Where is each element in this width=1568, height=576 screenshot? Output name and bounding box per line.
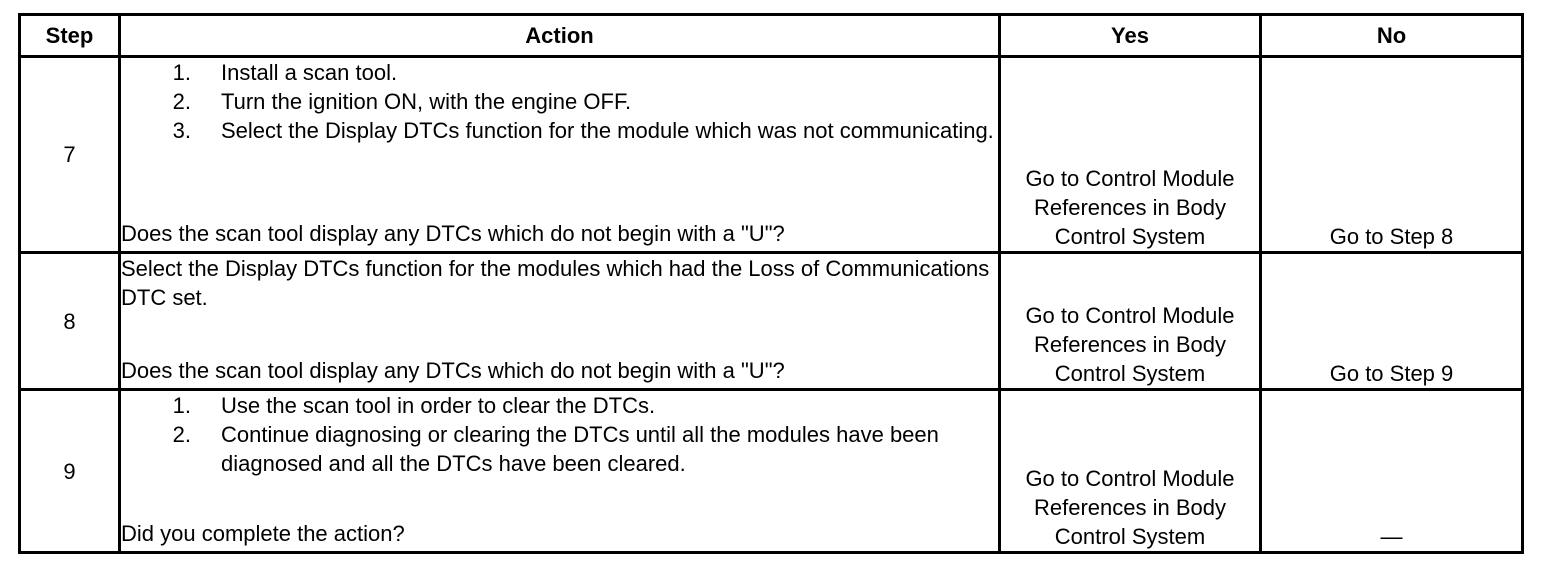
no-result: Go to Step 8 <box>1261 57 1523 253</box>
no-result: Go to Step 9 <box>1261 253 1523 390</box>
table-row <box>20 253 1523 390</box>
step-number: 8 <box>20 253 120 390</box>
list-item-text: Continue diagnosing or clearing the DTCs until all the modules have been diagnosed and all the DTCs have been cleared. <box>221 422 939 476</box>
table-row <box>20 390 1523 553</box>
no-result: — <box>1261 390 1523 553</box>
header-row <box>20 15 1523 57</box>
list-item-text: Select the Display DTCs function for the module which was not communicating. <box>221 118 994 143</box>
list-item-number: 3. <box>172 118 191 143</box>
action-instruction: Select the Display DTCs function for the modules which had the Loss of Communications DTC set. <box>121 256 990 310</box>
yes-result: Go to Control Module References in Body Control System <box>1000 57 1261 253</box>
yes-result: Go to Control Module References in Body Control System <box>1000 390 1261 553</box>
table-row <box>20 57 1523 253</box>
list-item <box>121 420 998 478</box>
yes-result: Go to Control Module References in Body Control System <box>1000 253 1261 390</box>
list-item-number: 1. <box>172 393 191 418</box>
list-item <box>121 116 998 145</box>
action-steps-list <box>121 391 998 478</box>
diagnostic-table <box>18 13 1524 554</box>
list-item-number: 2. <box>172 89 191 114</box>
header-yes: Yes <box>1000 15 1261 57</box>
header-step: Step <box>20 15 120 57</box>
action-question: Does the scan tool display any DTCs which do not begin with a "U"? <box>121 358 785 383</box>
list-item <box>121 58 998 87</box>
action-cell <box>120 253 1000 390</box>
list-item-text: Use the scan tool in order to clear the DTCs. <box>221 393 656 418</box>
list-item-number: 2. <box>172 422 191 447</box>
header-no: No <box>1261 15 1523 57</box>
step-number: 9 <box>20 390 120 553</box>
step-number: 7 <box>20 57 120 253</box>
list-item-text: Turn the ignition ON, with the engine OFF. <box>221 89 632 114</box>
action-cell <box>120 57 1000 253</box>
action-question: Does the scan tool display any DTCs which do not begin with a "U"? <box>121 221 785 246</box>
action-cell <box>120 390 1000 553</box>
list-item-number: 1. <box>172 60 191 85</box>
list-item <box>121 87 998 116</box>
action-question: Did you complete the action? <box>121 521 405 546</box>
list-item <box>121 391 998 420</box>
action-steps-list <box>121 58 998 145</box>
list-item-text: Install a scan tool. <box>221 60 398 85</box>
header-action: Action <box>120 15 1000 57</box>
